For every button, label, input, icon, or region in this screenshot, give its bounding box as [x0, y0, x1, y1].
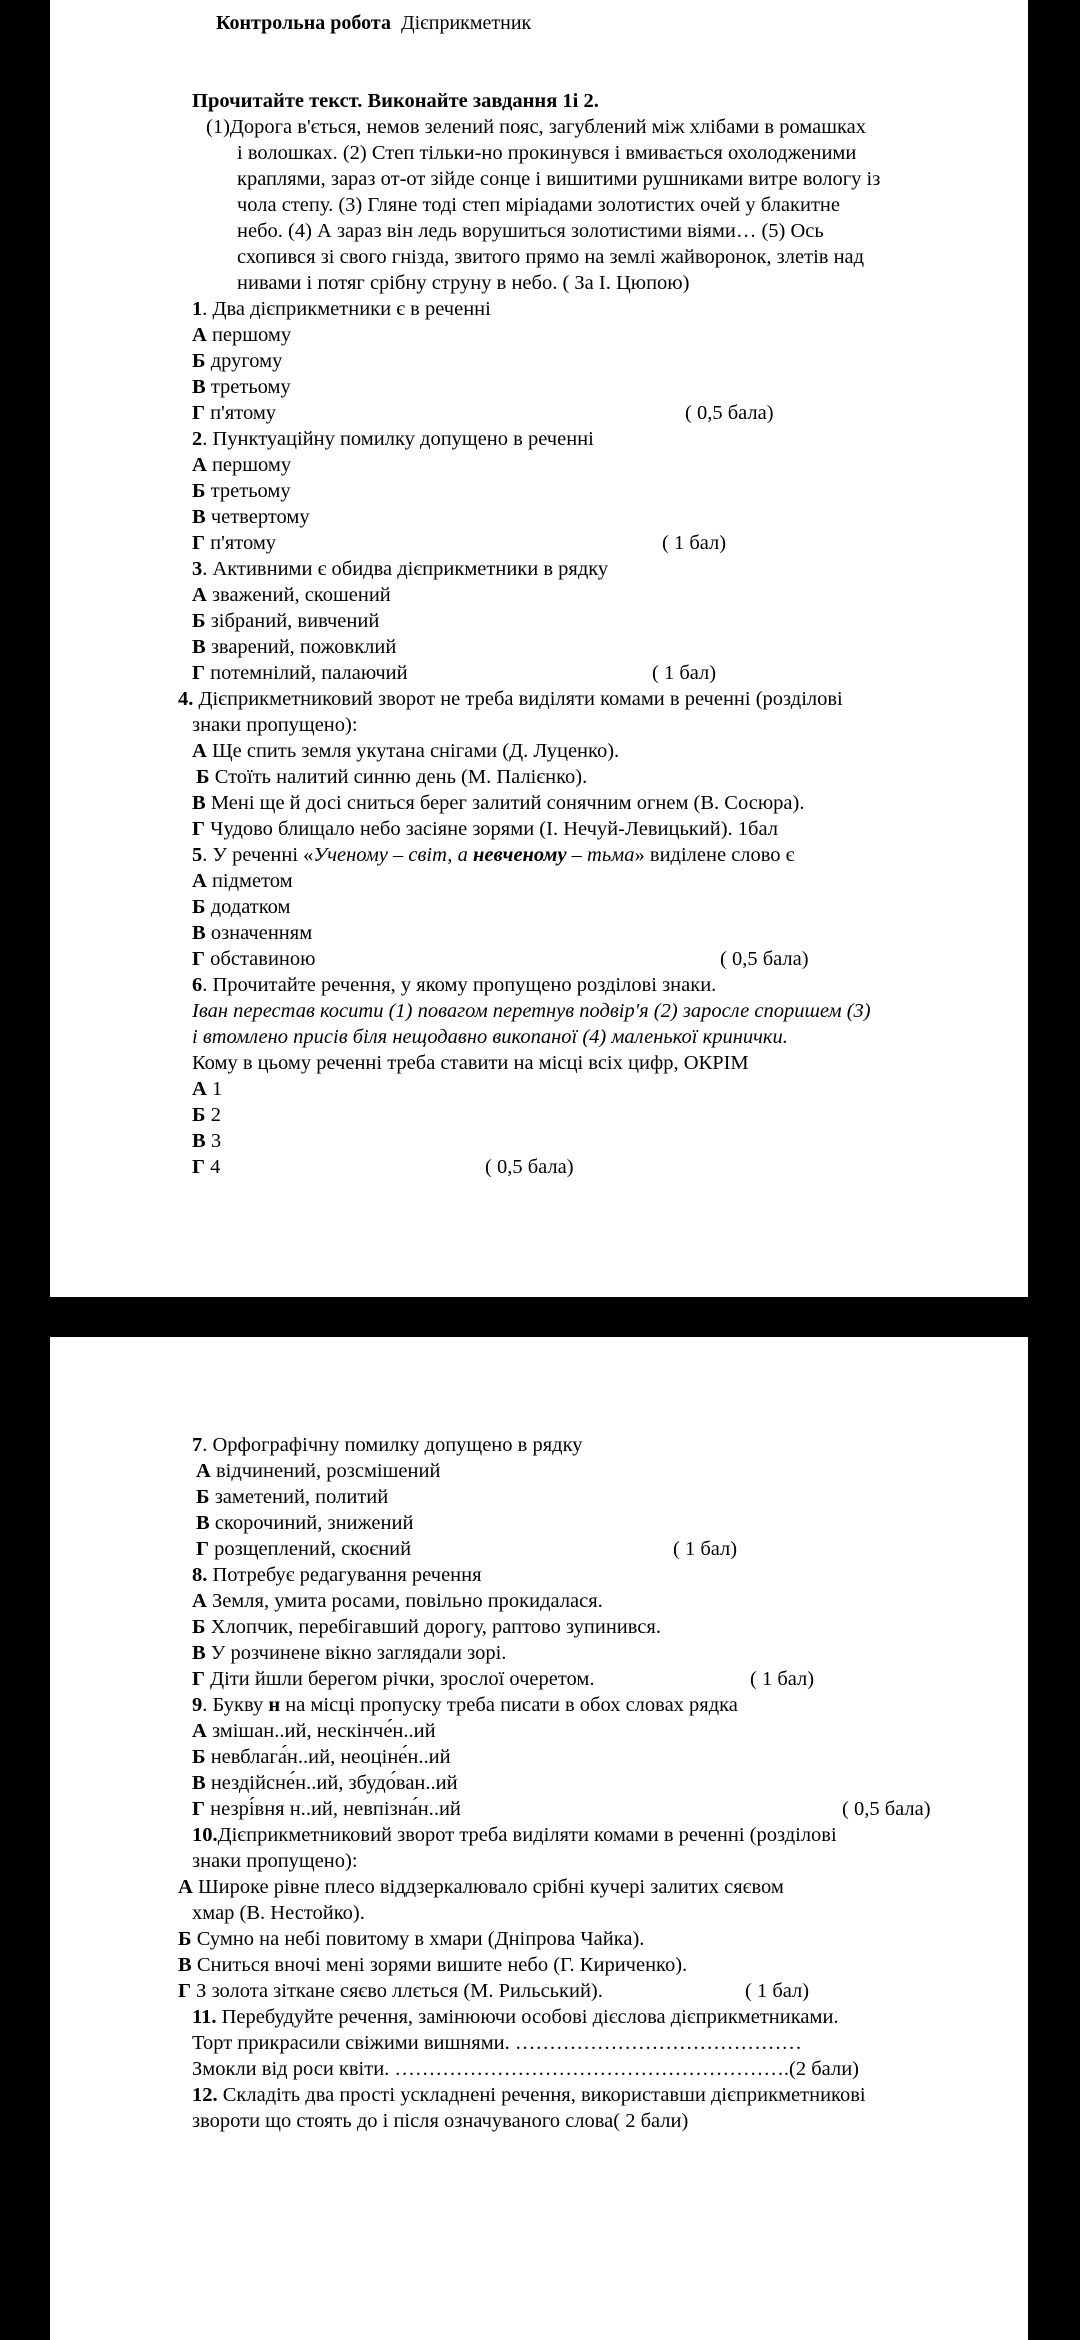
option: Г обставиною — [192, 948, 316, 970]
q11-line: Торт прикрасили свіжими вишнями. …………………………………… — [192, 2032, 802, 2054]
option: В У розчинене вікно заглядали зорі. — [192, 1642, 507, 1664]
question-5: 5. У реченні «Ученому – світ, а невченому – тьма» виділене слово є — [192, 844, 795, 866]
option: В третьому — [192, 376, 291, 398]
option: Г п'ятому — [192, 532, 277, 554]
option: Б додатком — [192, 896, 291, 918]
question-10: 10.Дієприкметниковий зворот треба виділяти комами в реченні (розділові — [192, 1824, 837, 1846]
points-label: ( 0,5 бала) — [842, 1798, 931, 1820]
option: А підметом — [192, 870, 293, 892]
option: Г Діти йшли берегом річки, зрослої очеретом. — [192, 1668, 595, 1690]
points-label: ( 1 бал) — [673, 1538, 738, 1560]
option: В 3 — [192, 1130, 222, 1152]
text-line: чола степу. (3) Гляне тоді степ міріадами золотистих очей у блакитне — [237, 194, 840, 216]
points-label: ( 1 бал) — [750, 1668, 815, 1690]
text-line: схопився зі свого гнізда, звитого прямо на землі жайворонок, злетів над — [237, 246, 865, 268]
option: А відчинений, розсмішений — [196, 1460, 441, 1482]
question-10-cont: знаки пропущено): — [192, 1850, 358, 1872]
question-7: 7. Орфографічну помилку допущено в рядку — [192, 1434, 583, 1456]
points-label: ( 0,5 бала) — [485, 1156, 574, 1178]
instruction: Прочитайте текст. Виконайте завдання 1і 2. — [192, 90, 599, 112]
q6-sentence: Іван перестав косити (1) повагом перетнув подвір'я (2) заросле споришем (3) — [192, 1000, 871, 1022]
question-3: 3. Активними є обидва дієприкметники в рядку — [192, 558, 609, 580]
question-6: 6. Прочитайте речення, у якому пропущено розділові знаки. — [192, 974, 717, 996]
question-8: 8. Потребує редагування речення — [192, 1564, 482, 1586]
option: Г З золота зіткане сяєво ллється (М. Рильський). — [178, 1980, 603, 2002]
option: А Широке рівне плесо віддзеркалювало срібні кучері залитих сяєвом — [178, 1876, 784, 1898]
option: Г незрі́вня н..ий, невпізна́н..ий — [192, 1798, 461, 1820]
option: В четвертому — [192, 506, 310, 528]
option: Г п'ятому — [192, 402, 277, 424]
question-1: 1. Два дієприкметники є в реченні — [192, 298, 491, 320]
points-label: ( 1 бал) — [652, 662, 717, 684]
option: Б невблага́н..ий, неоціне́н..ий — [192, 1746, 451, 1768]
question-4-cont: знаки пропущено): — [192, 714, 358, 736]
option: Б заметений, политий — [196, 1486, 389, 1508]
option: Б другому — [192, 350, 283, 372]
option: А Земля, умита росами, повільно прокидалася. — [192, 1590, 603, 1612]
question-4: 4. Дієприкметниковий зворот не треба виділяти комами в реченні (розділові — [178, 688, 843, 710]
option-cont: хмар (В. Нестойко). — [192, 1902, 365, 1924]
option: Б Сумно на небі повитому в хмари (Дніпрова Чайка). — [178, 1928, 645, 1950]
page-header: Контрольна робота Дієприкметник — [216, 12, 532, 34]
text-line: і волошках. (2) Степ тільки-но прокинувся і вмивається охолодженими — [237, 142, 857, 164]
option: В Сниться вночі мені зорями вишите небо (Г. Кириченко). — [178, 1954, 688, 1976]
option: Б третьому — [192, 480, 291, 502]
option: Б Хлопчик, перебігавший дорогу, раптово зупинився. — [192, 1616, 661, 1638]
q11-line: Змокли від роси квіти. ………………………………………………….(2 бали) — [192, 2058, 859, 2080]
option: Г розщеплений, скоєний — [196, 1538, 412, 1560]
text-line: (1)Дорога в'ється, немов зелений пояс, загублений між хлібами в ромашках — [206, 116, 867, 138]
question-9: 9. Букву н на місці пропуску треба писати в обох словах рядка — [192, 1694, 738, 1716]
points-label: ( 1 бал) — [745, 1980, 810, 2002]
q6-question: Кому в цьому реченні треба ставити на місці всіх цифр, ОКРІМ — [192, 1052, 749, 1074]
option: В означенням — [192, 922, 313, 944]
option: Г 4 — [192, 1156, 221, 1178]
document-page-2 — [50, 1337, 1028, 2340]
option: А 1 — [192, 1078, 223, 1100]
option: В скорочиний, знижений — [196, 1512, 414, 1534]
document-page-1 — [50, 0, 1028, 1297]
option: А першому — [192, 454, 292, 476]
question-11: 11. Перебудуйте речення, замінюючи особові дієслова дієприкметниками. — [192, 2006, 839, 2028]
question-12-cont: звороти що стоять до і після означуваного слова( 2 бали) — [192, 2110, 689, 2132]
question-2: 2. Пунктуаційну помилку допущено в реченні — [192, 428, 594, 450]
points-label: ( 0,5 бала) — [685, 402, 774, 424]
text-line: нивами і потяг срібну струну в небо. ( За І. Цюпою) — [237, 272, 690, 294]
option: Г потемнілий, палаючий — [192, 662, 408, 684]
points-label: ( 1 бал) — [662, 532, 727, 554]
option: В зварений, пожовклий — [192, 636, 397, 658]
option: Б зібраний, вивчений — [192, 610, 380, 632]
option: А зважений, скошений — [192, 584, 391, 606]
text-line: краплями, зараз от-от зійде сонце і вишитими рушниками витре вологу із — [237, 168, 881, 190]
option: А Ще спить земля укутана снігами (Д. Луценко). — [192, 740, 620, 762]
option: Г Чудово блищало небо засіяне зорями (І. Нечуй-Левицький). 1бал — [192, 818, 778, 840]
text-line: небо. (4) А зараз він ледь ворушиться золотистими віями… (5) Ось — [237, 220, 824, 242]
option: А змішан..ий, нескінче́н..ий — [192, 1720, 436, 1742]
option: Б Стоїть налитий синню день (М. Палієнко). — [196, 766, 588, 788]
option: А першому — [192, 324, 292, 346]
q6-sentence: і втомлено присів біля нещодавно викопаної (4) маленької кринички. — [192, 1026, 788, 1048]
option: Б 2 — [192, 1104, 221, 1126]
option: В нездійсне́н..ий, збудо́ван..ий — [192, 1772, 458, 1794]
option: В Мені ще й досі сниться берег залитий сонячним огнем (В. Сосюра). — [192, 792, 805, 814]
points-label: ( 0,5 бала) — [720, 948, 809, 970]
question-12: 12. Складіть два прості ускладнені речення, використавши дієприкметникові — [192, 2084, 866, 2106]
